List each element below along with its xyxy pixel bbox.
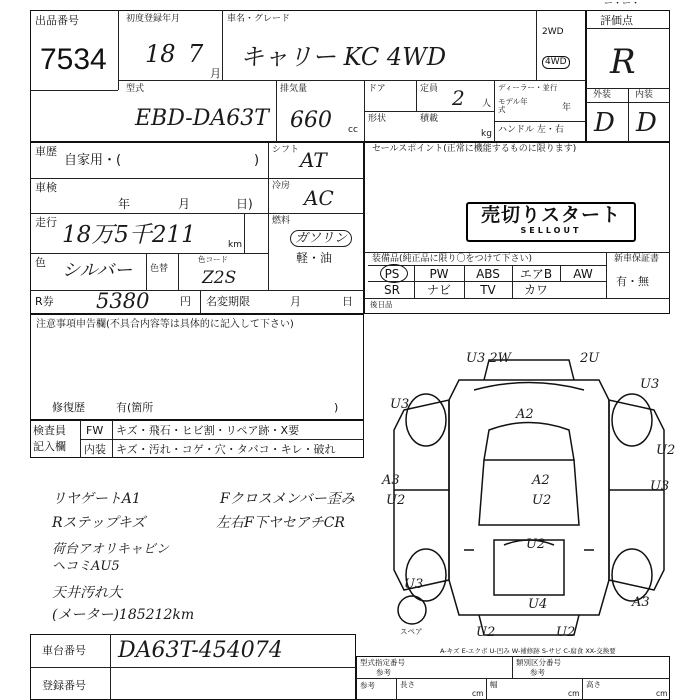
history-label: 車歴 [35,145,57,158]
ref-label: 参考 [360,681,375,690]
month-unit: 月 [210,67,221,80]
equipment-label: 装備品(純正品に限り〇をつけて下さい) [372,254,533,264]
mark-left-a3: A3 [382,473,400,488]
mark-left-rear-wheel: U3 [390,397,410,412]
capacity-label: 定員 [420,84,439,94]
aircon-label: 冷房 [272,181,291,191]
model-label: 型式 [126,84,145,94]
length-cm: cm [472,689,484,698]
carname-label: 車名・グレード [227,14,291,24]
mark-front-bottom-right: U2 [556,625,576,640]
mark-bed-a2: A2 [532,473,550,488]
height-cm: cm [656,689,668,698]
interior-items-label: 内装 [84,443,106,456]
inspection-month: 月 [178,197,191,211]
interior-label: 内装 [635,90,654,100]
repair-close: ) [334,401,339,414]
lot-number: 7534 [40,43,107,76]
model-year-label: モデル年式 [498,97,528,114]
sellout-title: 売切りスタート [480,204,621,226]
chassis-hand: DA63T-454074 [118,638,283,663]
name-change-label: 名変期限 [206,295,250,308]
remark-left-5: (メーター)185212km [52,607,195,623]
reg-month-hand: 7 [188,40,204,68]
drive-2wd: 2WD [542,27,564,37]
warranty-value: 有・無 [616,275,649,288]
remark-left-1: リヤゲートA1 [52,491,141,507]
shift-label: シフト [272,145,300,155]
interior-items: キズ・汚れ・コゲ・穴・タバコ・キレ・破れ [116,443,336,456]
equip-leather: カワ [523,283,548,297]
dealer-label: ディーラー・並行 [498,83,558,92]
capacity-unit: 人 [482,99,492,109]
kg-unit: kg [481,129,492,139]
length-label: 長さ [400,680,415,689]
mark-right-front: A3 [632,595,650,610]
mark-right-rear-wheel: U3 [640,377,660,392]
mark-rear-right: 2U [580,351,600,366]
rating-hand: R [610,42,636,82]
top-corner-text: ー・ー・ [604,0,641,9]
damage-legend: A-キズ E-エクボ U-凹み W-補修跡 S-サビ C-腐食 XX-交換要 [440,647,616,655]
mark-right-side-1: U2 [656,443,676,458]
mark-left-u2: U2 [386,493,406,508]
fuel-label: 燃料 [272,216,291,226]
entry-label: 記入欄 [33,440,66,453]
mark-cab-u2: U2 [526,537,546,552]
chassis-label: 車台番号 [42,644,86,657]
remark-right-1: Fクロスメンバー歪み [220,491,355,507]
mark-right-side-2: U3 [650,479,670,494]
color-code-hand: Z2S [202,268,237,288]
reg-label: 登録番号 [42,679,86,692]
handle-label: ハンドル 左・右 [498,125,564,135]
cc-unit: cc [348,125,358,135]
remark-left-3: 荷台アオリキャビンヘコミAU5 [52,542,169,574]
door-label: ドア [368,84,386,94]
repair-label: 修復歴 [52,401,85,414]
inspection-day: 日) [236,197,253,211]
km-unit: km [228,240,242,250]
width-cm: cm [568,689,580,698]
color-hand: シルバー [62,260,133,281]
lot-label: 出品番号 [35,14,79,27]
recycle-label: R券 [35,295,54,308]
aircon-hand: AC [304,186,334,210]
equip-aw: AW [573,267,593,281]
year-unit: 年 [562,103,572,113]
height-label: 高さ [586,680,601,689]
model-hand: EBD-DA63T [135,106,269,131]
remark-right-2: 左右F下ヤセアチCR [216,515,345,531]
capacity-hand: 2 [452,86,465,110]
mileage-hand: 18万5千211 [62,222,196,248]
yen-unit: 円 [180,295,191,308]
shift-hand: AT [300,148,327,172]
history-value: 自家用・( [64,153,122,168]
displacement-hand: 660 [290,108,332,133]
sales-point-label: セールスポイント(正常に機能するものに限ります) [372,144,577,154]
carname-hand: キャリー KC 4WD [240,43,447,71]
fw-label: FW [86,424,104,437]
warranty-label: 新車保証書 [614,254,660,264]
drive-4wd: 4WD [542,56,570,69]
equip-navi: ナビ [426,283,451,297]
inspection-year: 年 [118,197,131,211]
inspection-label: 車検 [35,181,57,194]
model-designation-label: 型式指定番号 [360,658,405,667]
equip-abs: ABS [476,267,500,281]
fw-items: キズ・飛石・ヒビ割・リペア跡・X要 [116,424,300,437]
remark-left-2: Rステップキズ [52,515,146,531]
equip-airbag: エアB [519,267,553,281]
reg-year-hand: 18 [145,40,176,68]
mark-front-u4: U4 [528,597,548,612]
mileage-label: 走行 [35,216,57,229]
color-change-label: 色替 [150,264,169,274]
equip-sr: SR [384,283,400,297]
mark-bed-u2: U2 [532,493,552,508]
mark-tailgate: A2 [516,407,534,422]
ps-circle-mark [380,264,408,283]
fuel-diesel: 軽・油 [296,251,333,265]
mark-left-front: U3 [404,577,424,592]
shape-label: 形状 [368,114,387,124]
name-change-day: 日 [342,295,353,308]
load-label: 積載 [420,114,439,124]
sellout-sub: SELLOUT [520,226,582,235]
repair-value: 有(箇所 [116,401,154,414]
color-label: 色 [35,256,46,269]
model-designation-ref: 参考 [376,668,391,677]
fuel-hand: ガソリン [290,230,352,247]
interior-hand: D [636,108,657,138]
equip-ps: PS [384,267,400,281]
first-reg-label: 初度登録年月 [126,14,181,24]
width-label: 幅 [490,680,498,689]
exterior-label: 外装 [593,90,612,100]
history-close: ) [254,153,260,168]
rating-label: 評価点 [600,14,633,27]
spare-label: スペア [400,627,423,636]
color-code-label: 色コード [198,255,228,264]
sellout-stamp [466,202,636,242]
class-label: 類別区分番号 [516,658,561,667]
name-change-month: 月 [290,295,301,308]
notes-label: 注意事項申告欄(不具合内容等は具体的に記入して下さい) [36,319,294,330]
equip-pw: PW [429,267,449,281]
after-label: 後日品 [370,300,393,309]
inspector-label: 検査員 [33,424,66,437]
remark-left-4: 天井汚れ大 [52,585,122,601]
displacement-label: 排気量 [280,84,308,94]
exterior-hand: D [594,108,615,138]
mark-front-bottom-left: U2 [476,625,496,640]
equip-tv: TV [480,283,496,297]
mark-rear-top: U3 2W [466,351,511,366]
recycle-hand: 5380 [96,289,150,313]
class-ref: 参考 [530,668,545,677]
